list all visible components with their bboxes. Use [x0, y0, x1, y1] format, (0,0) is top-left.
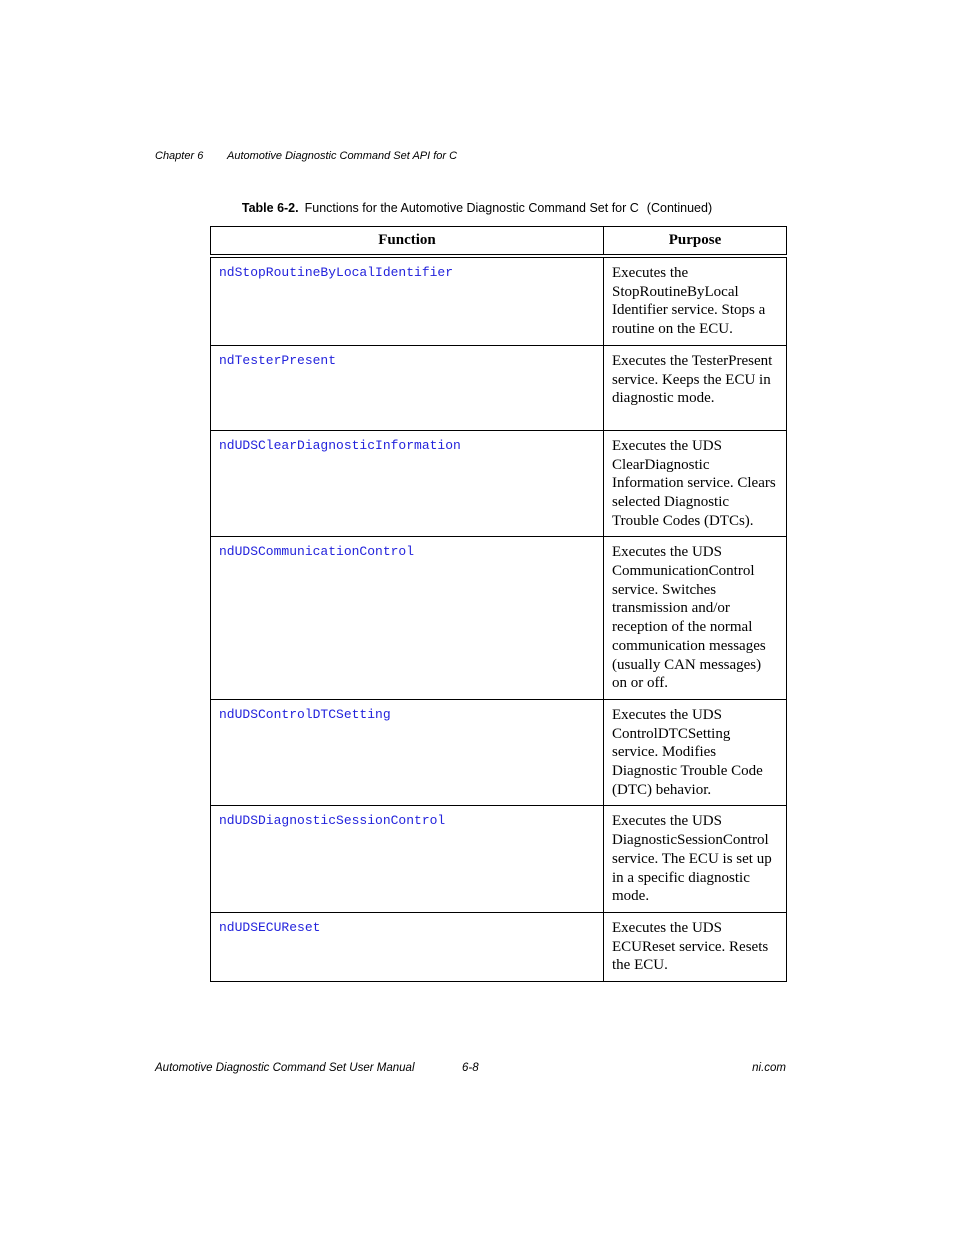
- table-row: [211, 912, 787, 981]
- table-header-row: [211, 227, 787, 257]
- table-caption-text: Functions for the Automotive Diagnostic Command Set for C: [304, 201, 639, 215]
- chapter-title: Automotive Diagnostic Command Set API for C: [227, 150, 458, 162]
- page-number: 6-8: [462, 1062, 479, 1074]
- chapter-label: Chapter 6: [155, 150, 204, 162]
- function-link[interactable]: ndUDSDiagnosticSessionControl: [211, 806, 604, 913]
- website-link[interactable]: ni.com: [752, 1062, 786, 1074]
- table-caption: [0, 201, 954, 215]
- column-header-function: Function: [211, 227, 604, 257]
- page-header: [155, 150, 457, 162]
- function-link[interactable]: ndStopRoutineByLocalIdentifier: [211, 256, 604, 345]
- purpose-cell: Executes the UDS ClearDiagnostic Information service. Clears selected Diagnostic Trouble Codes (DTCs).: [604, 430, 787, 537]
- purpose-cell: Executes the UDS CommunicationControl service. Switches transmission and/or reception of the normal communication messages (usually CAN messages) on or off.: [604, 537, 787, 700]
- table-caption-label: Table 6-2.: [241, 201, 299, 215]
- function-link[interactable]: ndUDSECUReset: [211, 912, 604, 981]
- table-row: [211, 256, 787, 345]
- purpose-cell: Executes the UDS DiagnosticSessionControl service. The ECU is set up in a specific diagnostic mode.: [604, 806, 787, 913]
- table-row: [211, 537, 787, 700]
- table-row: [211, 345, 787, 430]
- purpose-cell: Executes the UDS ControlDTCSetting service. Modifies Diagnostic Trouble Code (DTC) behavior.: [604, 699, 787, 806]
- manual-title: Automotive Diagnostic Command Set User Manual: [155, 1062, 415, 1074]
- purpose-cell: Executes the TesterPresent service. Keeps the ECU in diagnostic mode.: [604, 345, 787, 430]
- functions-table: [210, 226, 787, 982]
- table-caption-continued: (Continued): [646, 201, 713, 215]
- column-header-purpose: Purpose: [604, 227, 787, 257]
- purpose-cell: Executes the StopRoutineByLocal Identifier service. Stops a routine on the ECU.: [604, 256, 787, 345]
- table-row: [211, 430, 787, 537]
- purpose-cell: Executes the UDS ECUReset service. Resets the ECU.: [604, 912, 787, 981]
- function-link[interactable]: ndTesterPresent: [211, 345, 604, 430]
- function-link[interactable]: ndUDSCommunicationControl: [211, 537, 604, 700]
- table-row: [211, 806, 787, 913]
- function-link[interactable]: ndUDSControlDTCSetting: [211, 699, 604, 806]
- table-row: [211, 699, 787, 806]
- function-link[interactable]: ndUDSClearDiagnosticInformation: [211, 430, 604, 537]
